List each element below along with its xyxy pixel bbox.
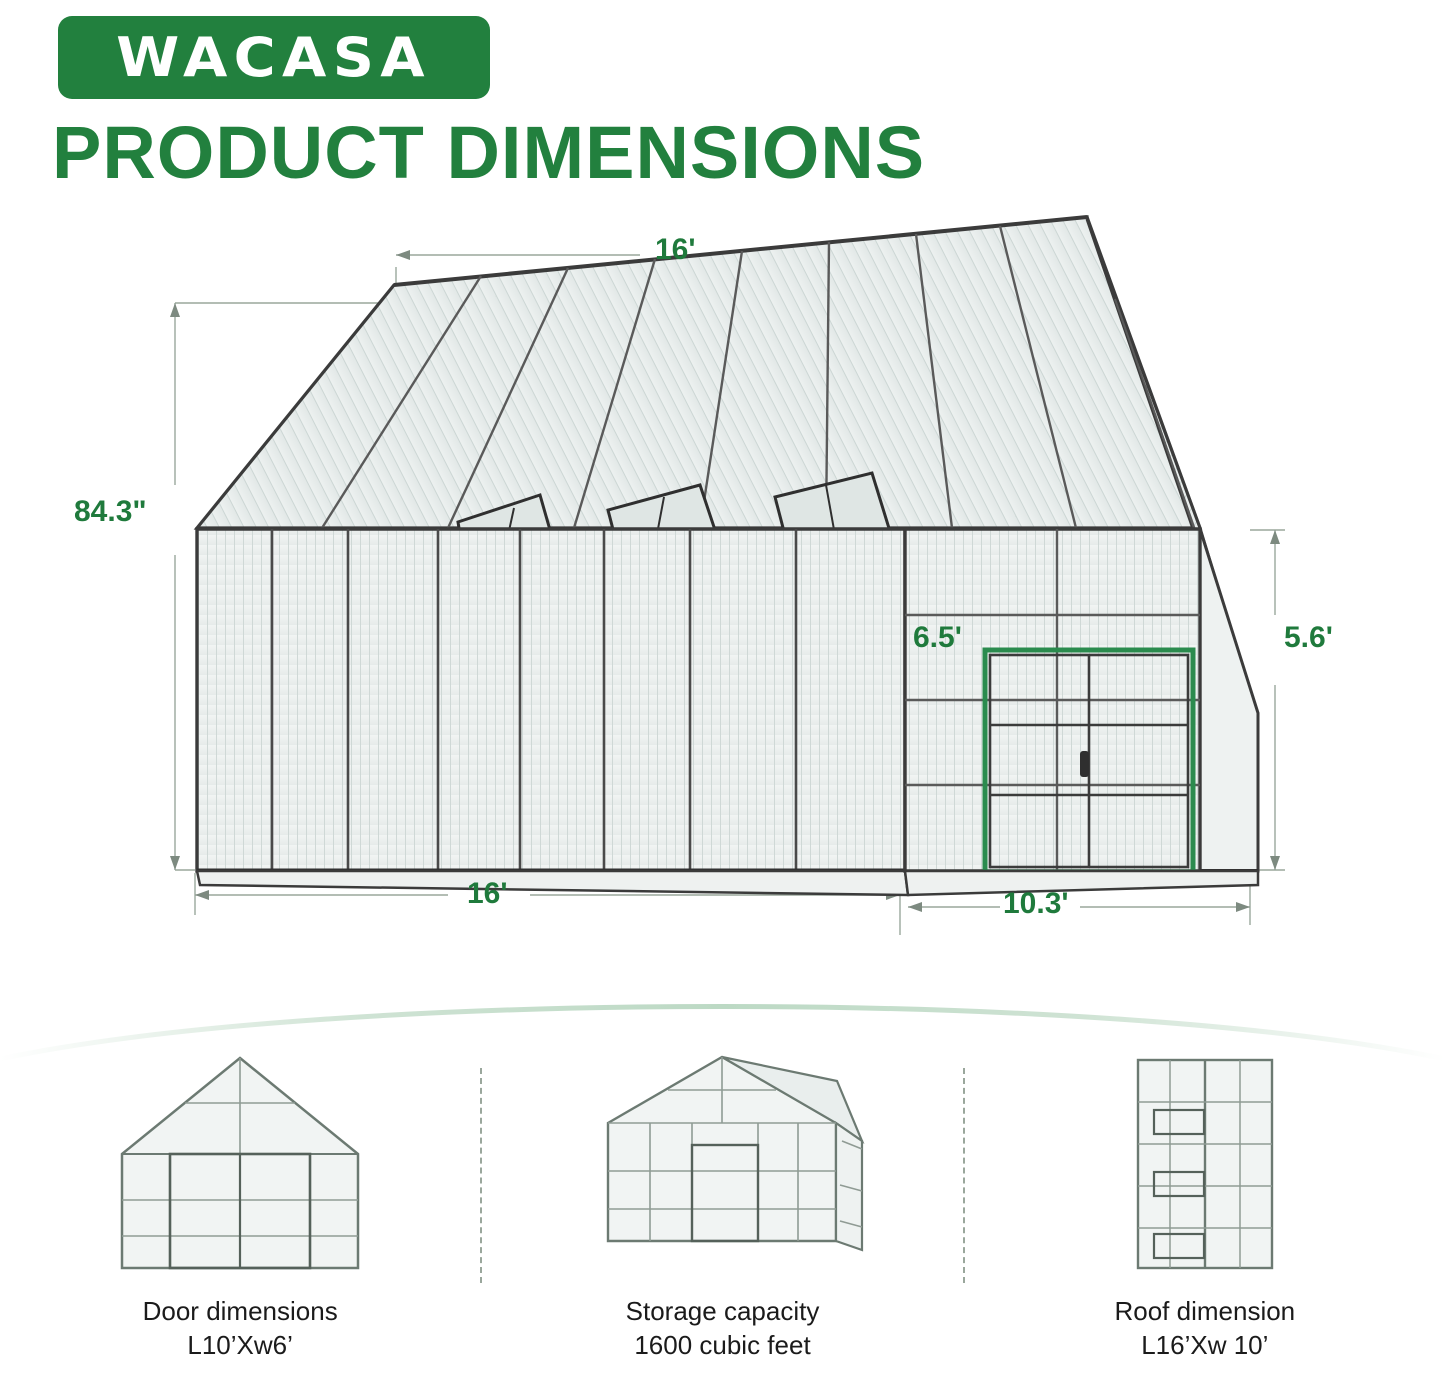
greenhouse-perspective-view-icon	[572, 1040, 872, 1280]
feature-storage-capacity	[482, 1040, 962, 1363]
dim-label-roof-length: 16'	[655, 233, 696, 266]
feature-caption-line1: Door dimensions	[142, 1296, 338, 1326]
feature-door-dimensions	[0, 1040, 480, 1363]
feature-row	[0, 1040, 1445, 1390]
feature-caption-line2: L10’Xw6’	[187, 1330, 293, 1361]
feature-roof-dimension	[965, 1040, 1445, 1363]
brand-name: WACASA	[116, 26, 432, 89]
greenhouse-roof-view-icon	[1120, 1040, 1290, 1280]
feature-caption-line2: 1600 cubic feet	[634, 1330, 811, 1361]
page-title: PRODUCT DIMENSIONS	[52, 111, 926, 194]
dim-label-height: 84.3"	[74, 495, 147, 528]
feature-caption-line1: Roof dimension	[1114, 1296, 1296, 1326]
dim-label-base-length: 16'	[467, 877, 508, 910]
greenhouse-front-view-icon	[110, 1040, 370, 1280]
feature-caption-line1: Storage capacity	[625, 1296, 820, 1326]
feature-caption-line2: L16’Xw 10’	[1141, 1330, 1269, 1361]
greenhouse-svg	[0, 195, 1445, 985]
dim-label-door-height: 6.5'	[913, 621, 962, 654]
brand-badge	[58, 16, 490, 99]
dim-label-eave-height: 5.6'	[1284, 621, 1333, 654]
greenhouse-dimension-drawing	[0, 195, 1445, 985]
dim-label-base-width: 10.3'	[1003, 887, 1069, 920]
door-handle-icon	[1080, 751, 1089, 777]
